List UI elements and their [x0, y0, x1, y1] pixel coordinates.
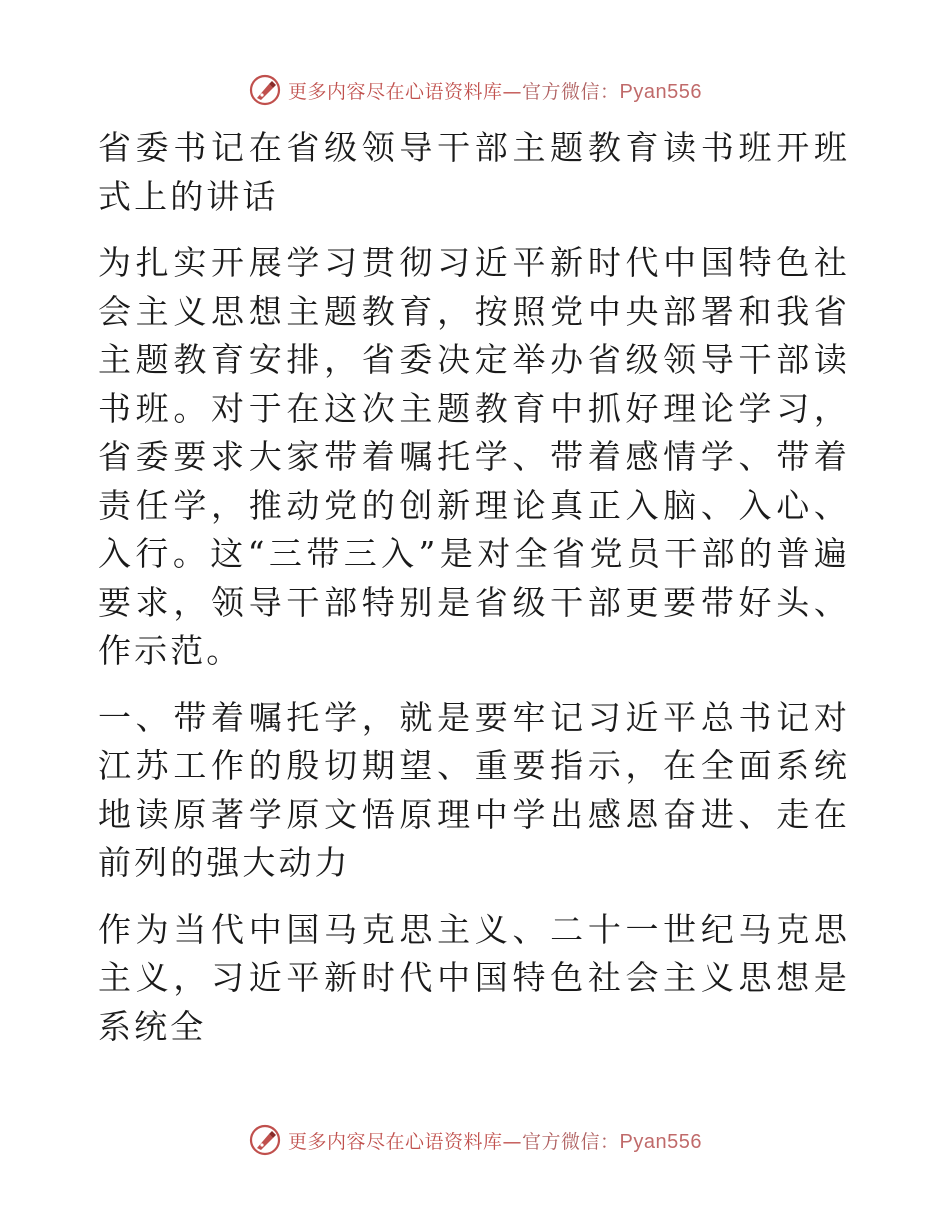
- banner-main-text: 更多内容尽在心语资料库: [288, 1130, 503, 1153]
- banner-text: [288, 1127, 702, 1154]
- banner-text: [288, 77, 702, 104]
- pen-nib-logo-icon: [248, 1123, 282, 1157]
- header-watermark-banner: [0, 68, 950, 112]
- document-title: 省委书记在省级领导干部主题教育读书班开班式上的讲话: [98, 128, 850, 216]
- pen-nib-logo-icon: [248, 73, 282, 107]
- banner-dash: —: [502, 80, 523, 103]
- banner-wechat-id: Pyan556: [619, 80, 702, 103]
- banner-wechat-id: Pyan556: [619, 1130, 702, 1153]
- banner-wechat-label: 官方微信：: [522, 1130, 620, 1153]
- section-heading-1: 一、带着嘱托学，就是要牢记习近平总书记对江苏工作的殷切期望、重要指示，在全面系统地读原著学原文悟原理中学出感恩奋进、走在前列的强大动力: [98, 697, 850, 882]
- banner-wechat-label: 官方微信：: [522, 80, 620, 103]
- footer-watermark-banner: [0, 1118, 950, 1162]
- banner-main-text: 更多内容尽在心语资料库: [288, 80, 503, 103]
- banner-dash: —: [502, 1130, 523, 1153]
- document-body: [98, 124, 850, 1051]
- paragraph-intro: 为扎实开展学习贯彻习近平新时代中国特色社会主义思想主题教育，按照党中央部署和我省主题教育安排，省委决定举办省级领导干部读书班。对于在这次主题教育中抓好理论学习，省委要求大家带着嘱托学、带着感情学、带着责任学，推动党的创新理论真正入脑、入心、入行。这“三带三入”是对全省党员干部的普遍要求，领导干部特别是省级干部更要带好头、作示范。: [98, 243, 850, 670]
- paragraph-section-1: 作为当代中国马克思主义、二十一世纪马克思主义，习近平新时代中国特色社会主义思想是系统全: [98, 909, 850, 1046]
